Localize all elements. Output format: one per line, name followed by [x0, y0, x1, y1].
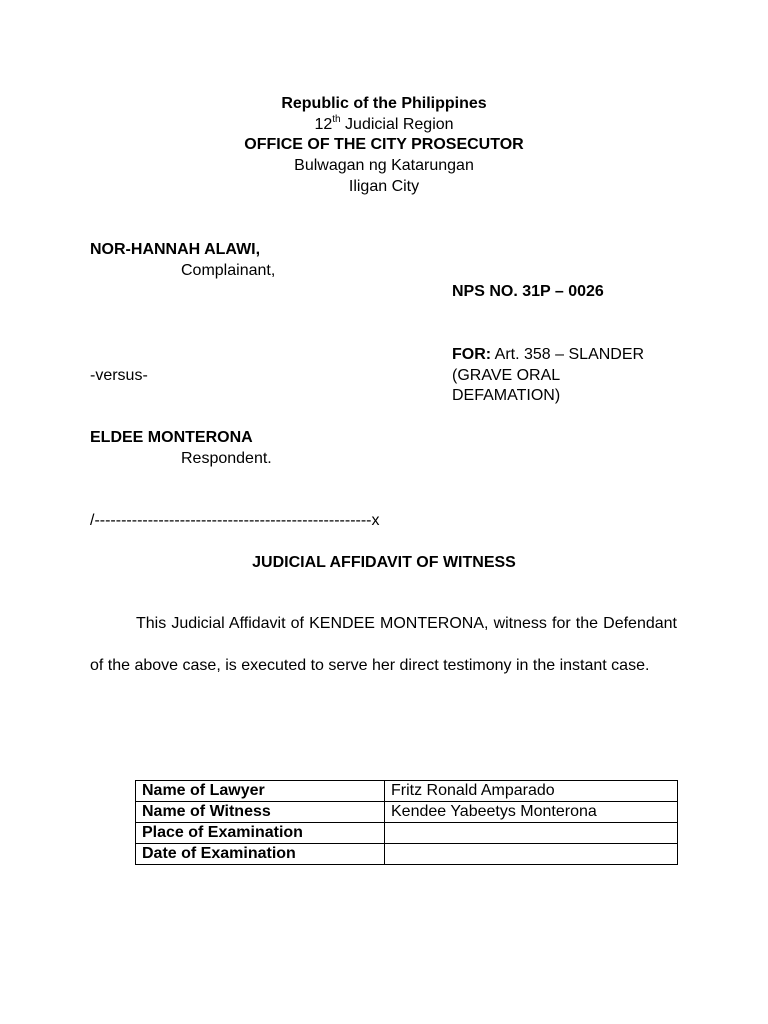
document-title: JUDICIAL AFFIDAVIT OF WITNESS [252, 554, 516, 571]
header-republic: Republic of the Philippines [281, 95, 487, 112]
header-judicial-region [0, 115, 768, 135]
nps-number: NPS NO. 31P – 0026 [452, 283, 604, 300]
header-city: Iligan City [348, 178, 420, 195]
charge-line-1 [452, 345, 644, 365]
region-number: 12 [314, 116, 333, 133]
respondent-name: ELDEE MONTERONA [90, 429, 253, 446]
table-row [136, 781, 678, 802]
versus-text: -versus- [90, 367, 148, 384]
table-row-value: Fritz Ronald Amparado [385, 781, 678, 802]
table-row-value [385, 844, 678, 865]
body-paragraph: This Judicial Affidavit of KENDEE MONTERONA, witness for the Defendant of the above case, is executed to serve her direct testimony in the instant case. [90, 615, 677, 674]
for-label: FOR: [452, 346, 492, 363]
examination-info-table [135, 780, 678, 865]
respondent-role: Respondent. [181, 450, 272, 467]
complainant-name: NOR-HANNAH ALAWI, [90, 241, 261, 258]
caption-separator: /----------------------------------------------------x [90, 512, 380, 529]
table-row [136, 823, 678, 844]
charge-article: Art. 358 – SLANDER [491, 346, 645, 363]
charge-line-2: (GRAVE ORAL [452, 367, 561, 384]
region-label: Judicial Region [340, 116, 454, 133]
region-ordinal-suffix: th [332, 113, 341, 125]
table-row-value [385, 823, 678, 844]
table-row [136, 844, 678, 865]
complainant-role: Complainant, [181, 262, 276, 279]
table-row-label: Name of Lawyer [136, 781, 385, 802]
table-row-label: Name of Witness [136, 802, 385, 823]
charge-line-3: DEFAMATION) [452, 387, 561, 404]
header-bulwagan: Bulwagan ng Katarungan [294, 157, 474, 174]
header-office: OFFICE OF THE CITY PROSECUTOR [244, 136, 524, 153]
table-row-label: Place of Examination [136, 823, 385, 844]
table-row-label: Date of Examination [136, 844, 385, 865]
table-row-value: Kendee Yabeetys Monterona [385, 802, 678, 823]
table-row [136, 802, 678, 823]
